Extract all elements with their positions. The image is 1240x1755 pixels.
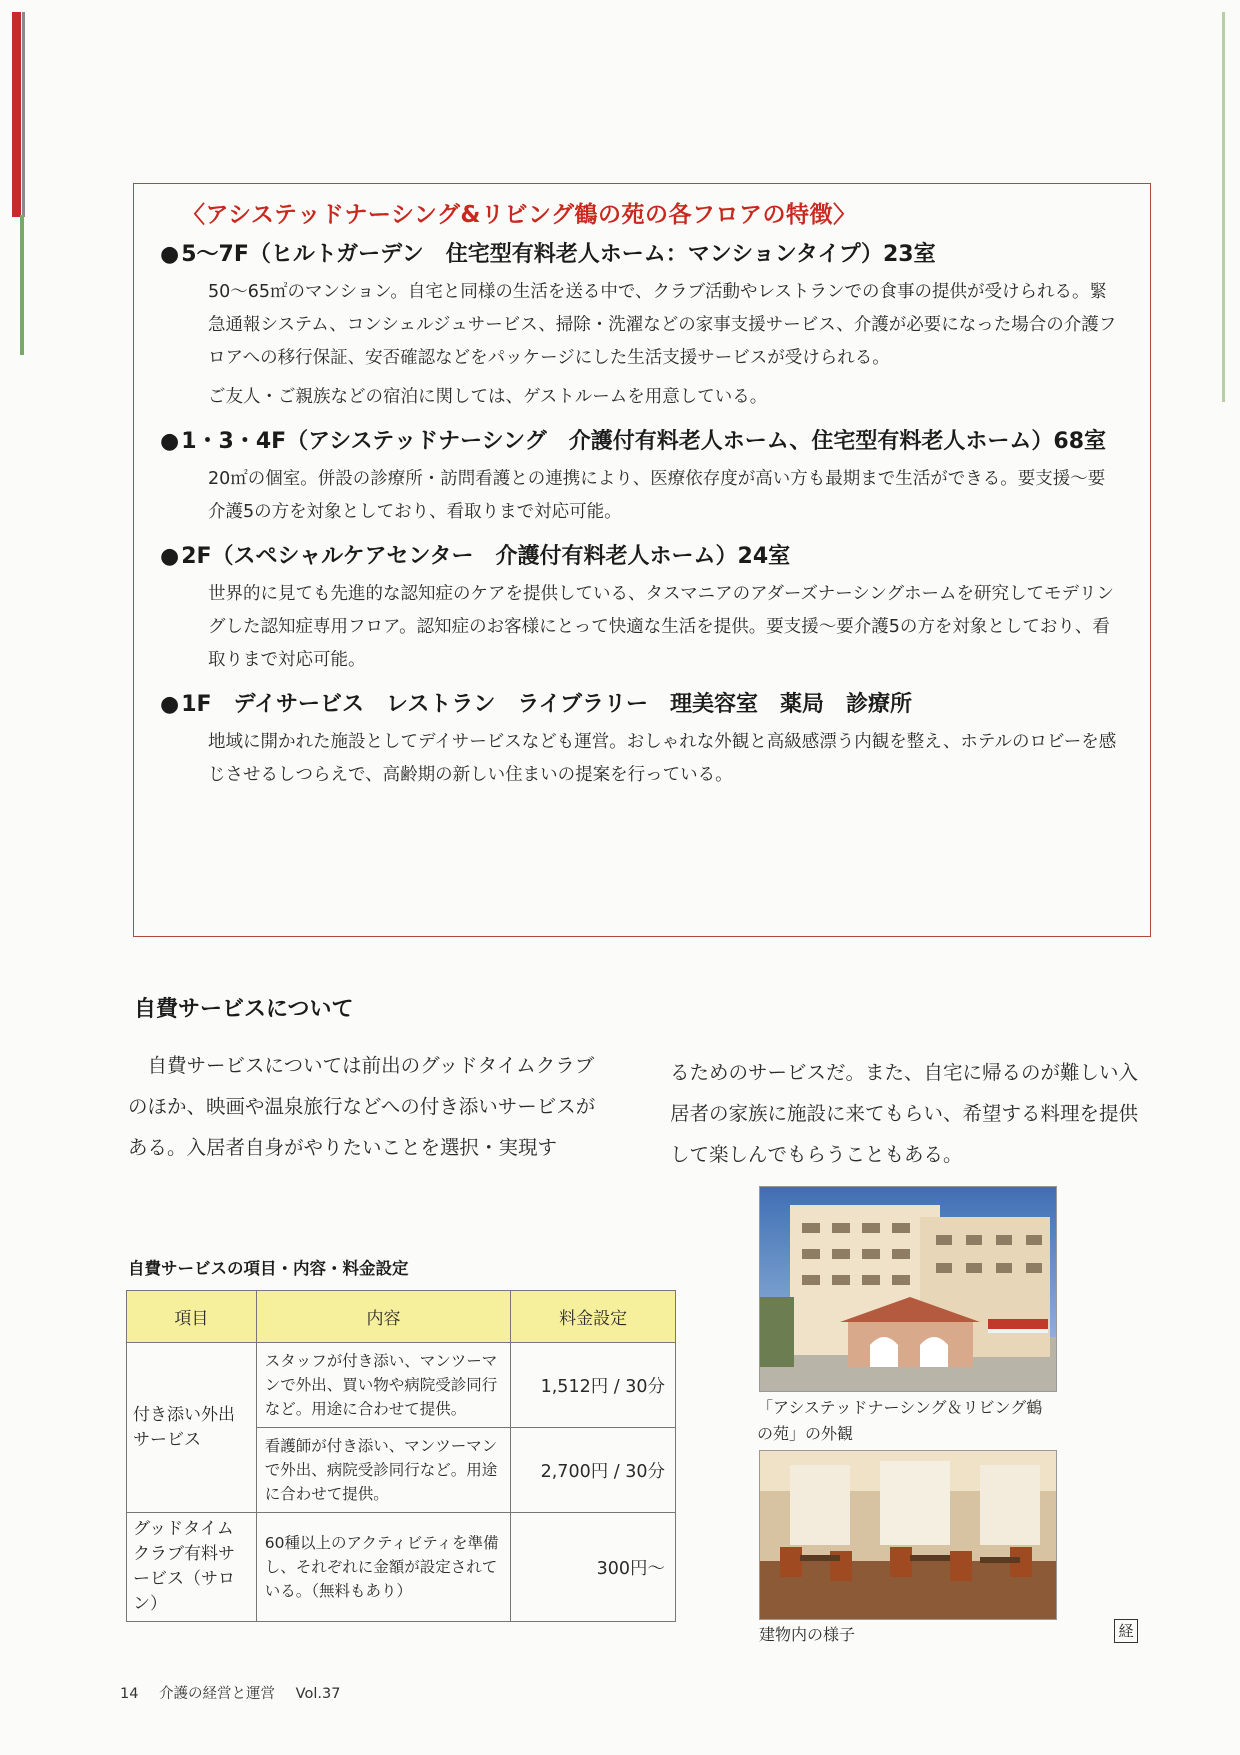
column-header: 内容 bbox=[256, 1291, 510, 1343]
section-heading: 自費サービスについて bbox=[134, 997, 354, 1022]
floor-item-5-7f bbox=[160, 237, 1126, 414]
floor-heading: ●5〜7F（ヒルトガーデン 住宅型有料老人ホーム：マンションタイプ）23室 bbox=[160, 242, 936, 267]
table-cell-item: 付き添い外出サービス bbox=[127, 1343, 257, 1513]
bullet-dot: ● bbox=[160, 692, 180, 717]
table-cell-content: 60種以上のアクティビティを準備し、それぞれに金額が設定されている。（無料もあり） bbox=[256, 1513, 510, 1622]
floor-description: 世界的に見ても先進的な認知症のケアを提供している、タスマニアのアダーズナーシングホームを研究してモデリングした認知症専用フロア。認知症のお客様にとって快適な生活を提供。要支援〜要介護5の方を対象としており、看取りまで対応可能。 bbox=[208, 584, 1115, 670]
floor-heading: ●2F（スペシャルケアセンター 介護付有料老人ホーム）24室 bbox=[160, 544, 791, 569]
edge-color-bar bbox=[12, 12, 21, 217]
floor-description: 50〜65㎡のマンション。自宅と同様の生活を送る中で、クラブ活動やレストランでの食事の提供が受けられる。緊急通報システム、コンシェルジュサービス、掃除・洗濯などの家事支援サービス、介護が必要になった場合の介護フロアへの移行保証、安否確認などをパッケージにした生活支援サービスが受けられる。 ご友人・ご親族などの宿泊に関しては、ゲストルームを用意している。 bbox=[208, 282, 1117, 407]
dining-room-photo bbox=[759, 1450, 1057, 1620]
bullet-dot: ● bbox=[160, 429, 180, 454]
floor-item-1f bbox=[160, 687, 1126, 792]
corner-mark: 経 bbox=[1114, 1619, 1138, 1643]
floor-description: 地域に開かれた施設としてデイサービスなども運営。おしゃれな外観と高級感漂う内観を整え、ホテルのロビーを感じさせるしつらえで、高齢期の新しい住まいの提案を行っている。 bbox=[208, 732, 1117, 785]
dining-room-image bbox=[760, 1451, 1056, 1619]
table-cell-content: 看護師が付き添い、マンツーマンで外出、病院受診同行など。用途に合わせて提供。 bbox=[256, 1428, 510, 1513]
column-header: 項目 bbox=[127, 1291, 257, 1343]
fee-table-title: 自費サービスの項目・内容・料金設定 bbox=[128, 1259, 409, 1278]
table-row bbox=[127, 1513, 676, 1622]
bullet-dot: ● bbox=[160, 242, 180, 267]
column-header: 料金設定 bbox=[511, 1291, 676, 1343]
floor-heading: ●1F デイサービス レストラン ライブラリー 理美容室 薬局 診療所 bbox=[160, 692, 913, 717]
edge-gray-bar bbox=[22, 12, 25, 217]
interior-photo-caption: 建物内の様子 bbox=[759, 1625, 856, 1644]
floor-item-1-3-4f bbox=[160, 424, 1126, 529]
building-exterior-image bbox=[760, 1187, 1056, 1391]
table-cell-item: グッドタイムクラブ有料サービス（サロン） bbox=[127, 1513, 257, 1622]
fee-table bbox=[126, 1290, 676, 1622]
page-footer bbox=[120, 1682, 340, 1703]
publication-name: 介護の経営と運営 bbox=[159, 1686, 276, 1702]
page-number: 14 bbox=[120, 1686, 139, 1702]
table-header-row bbox=[127, 1291, 676, 1343]
edge-right-bar bbox=[1222, 12, 1225, 402]
table-cell-price: 1,512円 / 30分 bbox=[511, 1343, 676, 1428]
bullet-dot: ● bbox=[160, 544, 180, 569]
floor-features-title: 〈アシステッドナーシング&リビング鶴の苑の各フロアの特徴〉 bbox=[182, 202, 857, 228]
body-text-left: 自費サービスについては前出のグッドタイムクラブのほか、映画や温泉旅行などへの付き添いサービスがある。入居者自身がやりたいことを選択・実現す bbox=[128, 1054, 596, 1159]
table-row bbox=[127, 1343, 676, 1428]
edge-green-bar bbox=[20, 215, 24, 355]
floor-heading: ●1・3・4F（アシステッドナーシング 介護付有料老人ホーム、住宅型有料老人ホーム）68室 bbox=[160, 429, 1107, 454]
building-exterior-photo bbox=[759, 1186, 1057, 1392]
body-text-right: るためのサービスだ。また、自宅に帰るのが難しい入居者の家族に施設に来てもらい、希望する料理を提供して楽しんでもらうこともある。 bbox=[670, 1061, 1139, 1166]
exterior-photo-caption: 「アシステッドナーシング＆リビング鶴の苑」の外観 bbox=[757, 1398, 1043, 1443]
table-cell-content: スタッフが付き添い、マンツーマンで外出、買い物や病院受診同行など。用途に合わせて提供。 bbox=[256, 1343, 510, 1428]
floor-features-box bbox=[133, 183, 1151, 937]
floor-item-2f bbox=[160, 539, 1126, 677]
floor-description: 20㎡の個室。併設の診療所・訪問看護との連携により、医療依存度が高い方も最期まで生活ができる。要支援〜要介護5の方を対象としており、看取りまで対応可能。 bbox=[208, 469, 1106, 522]
volume-number: Vol.37 bbox=[295, 1686, 341, 1702]
table-cell-price: 2,700円 / 30分 bbox=[511, 1428, 676, 1513]
table-cell-price: 300円〜 bbox=[511, 1513, 676, 1622]
